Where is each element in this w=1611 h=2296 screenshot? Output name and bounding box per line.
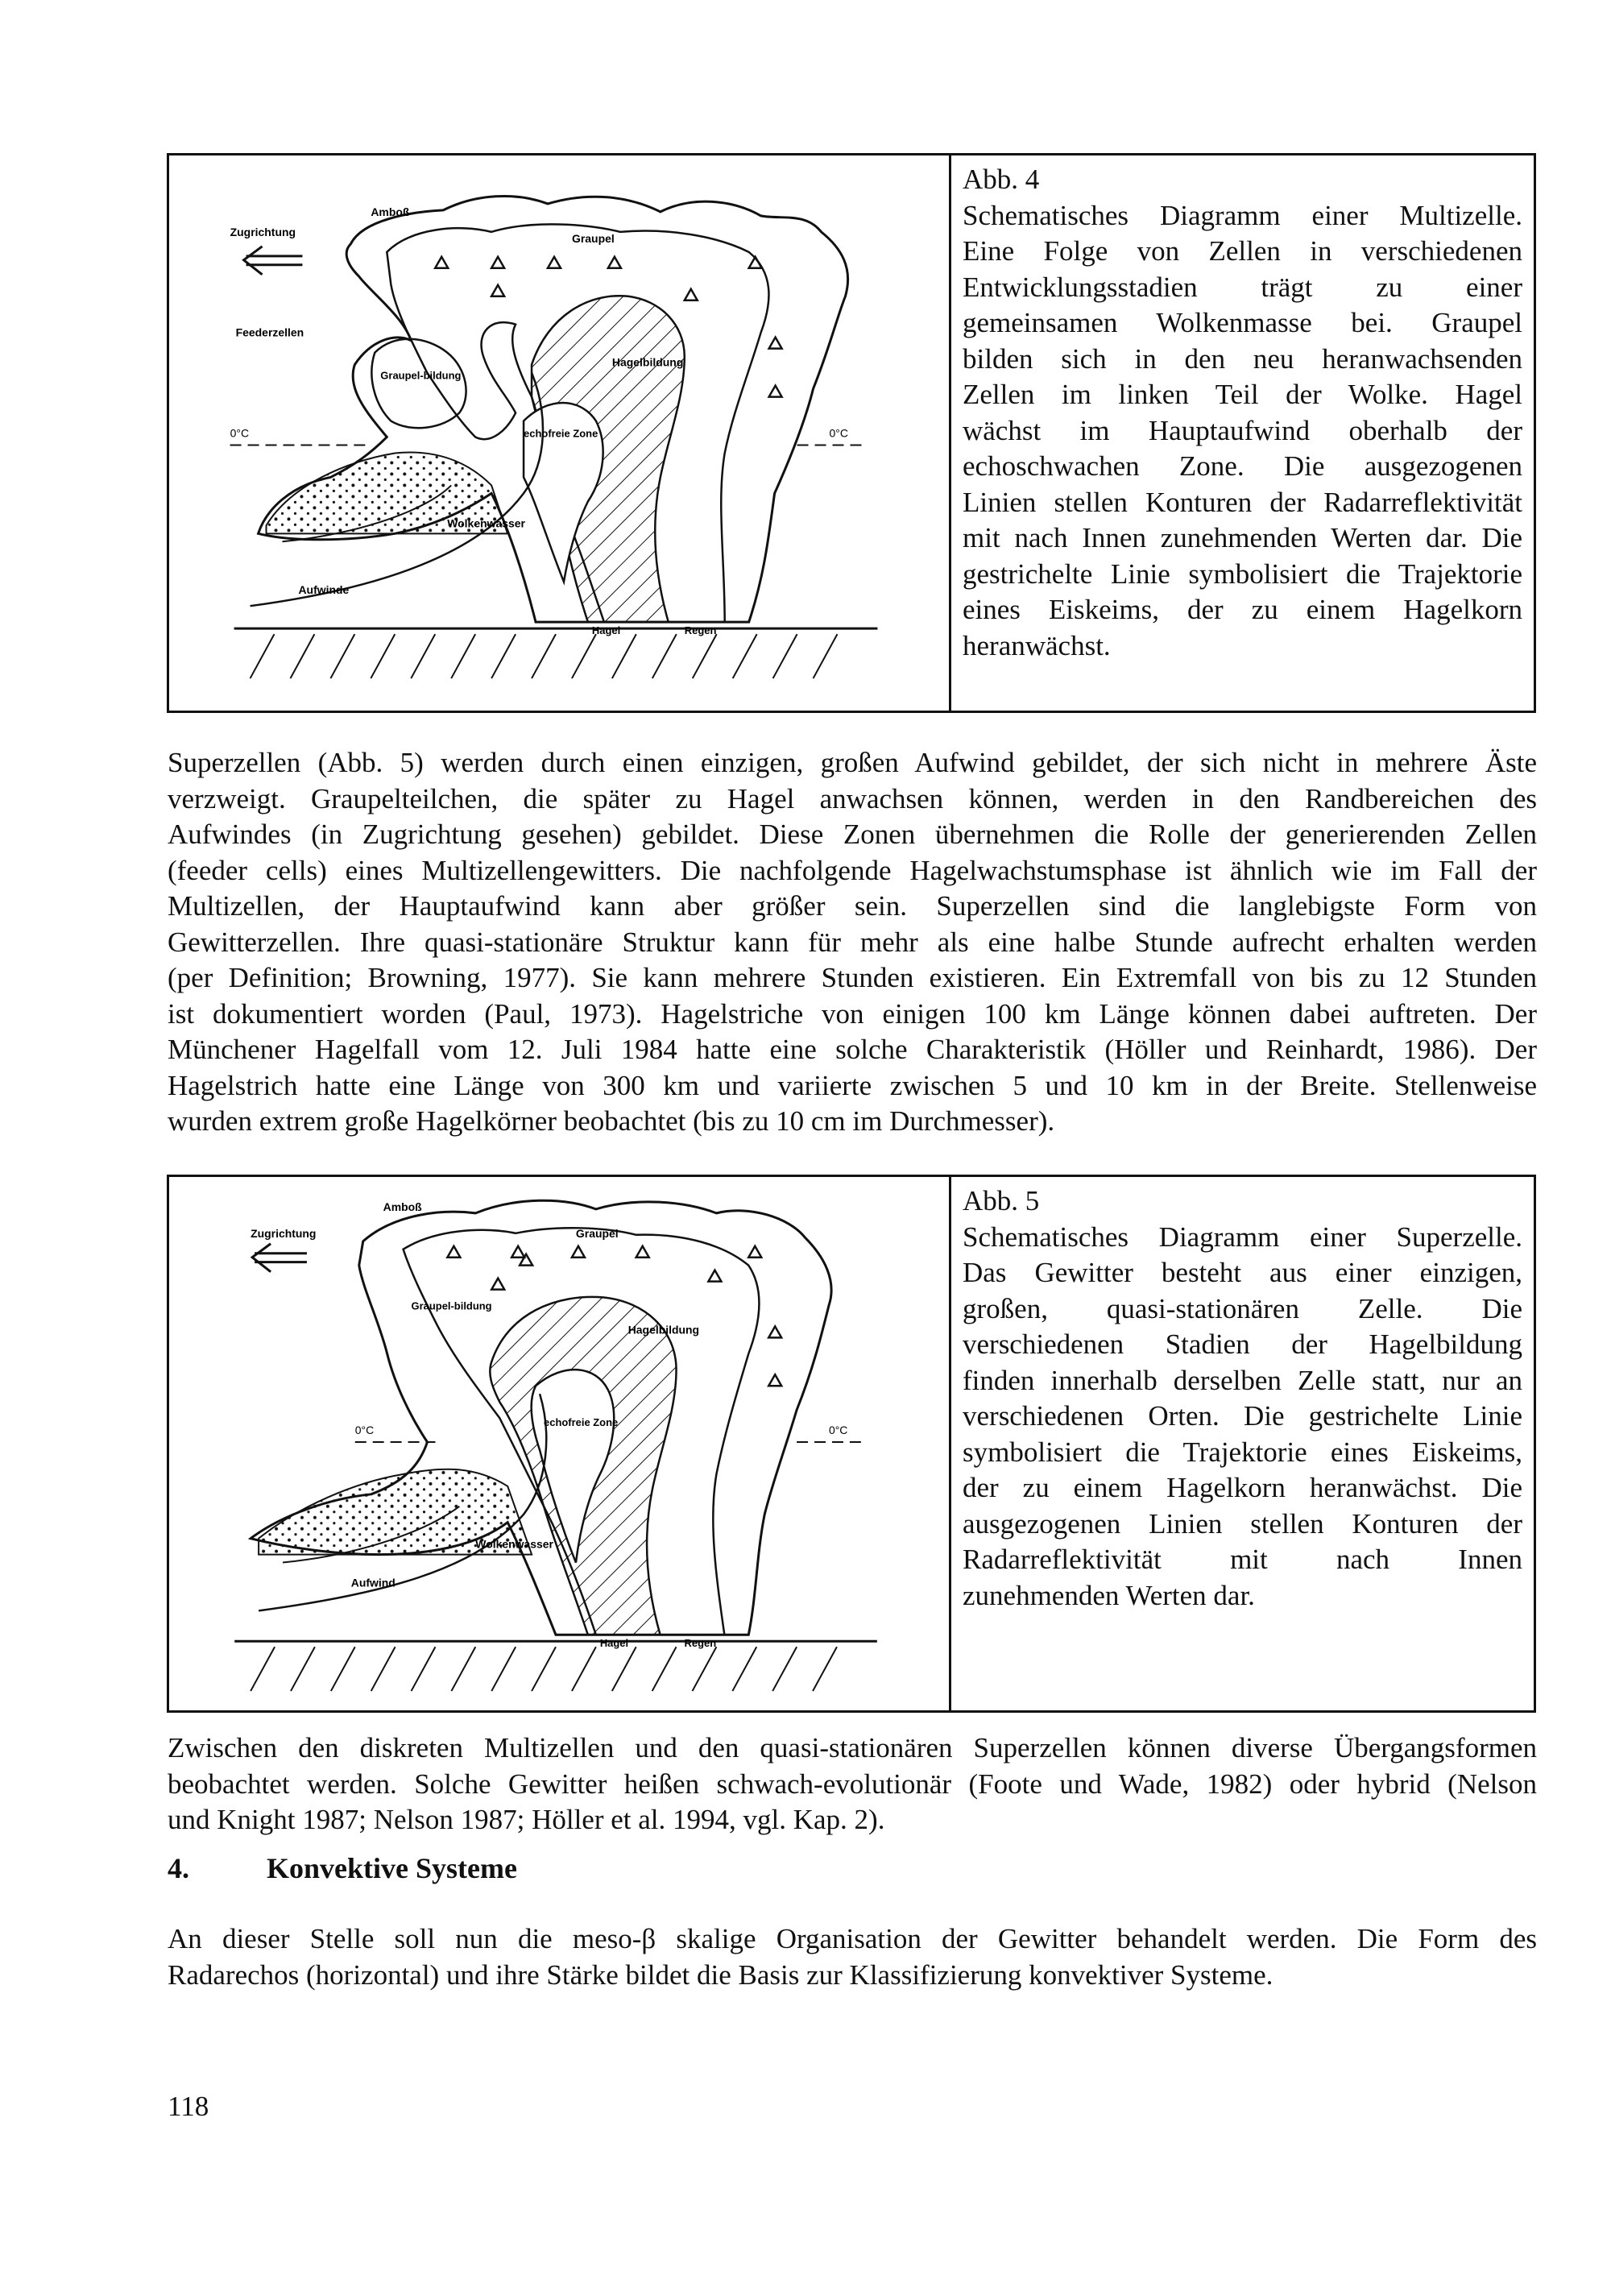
label-regen: Regen	[684, 1637, 717, 1650]
body-paragraph-superzellen	[168, 745, 1537, 1140]
text-line: wurden extrem große Hagelkörner beobachtet (bis zu 10 cm im Durchmesser).	[168, 1105, 1055, 1137]
caption-line: zunehmenden Werten dar.	[963, 1579, 1255, 1611]
caption-line: verschiedenen Orten. Die gestrichelte Linie	[963, 1400, 1522, 1432]
caption-line: bilden sich in den neu heranwachsenden	[963, 342, 1522, 375]
label-graupel: Graupel	[575, 1226, 619, 1240]
label-graupelbildung: Graupel-bildung	[411, 1299, 492, 1312]
caption-line: Eine Folge von Zellen in verschiedenen	[963, 235, 1522, 267]
caption-line: mit nach Innen zunehmenden Werten dar. Die	[963, 522, 1522, 553]
body-paragraph-uebergangsformen	[168, 1730, 1537, 1838]
direction-arrow-icon	[252, 1244, 307, 1272]
multicell-diagram	[169, 155, 949, 711]
feeder-cell	[371, 339, 466, 428]
caption-line: Schematisches Diagramm einer Multizelle.	[963, 199, 1522, 231]
caption-line: finden innerhalb derselben Zelle statt, nur an	[963, 1364, 1522, 1396]
caption-title: Abb. 5	[963, 1185, 1040, 1216]
text-line: Hagelstrich hatte eine Länge von 300 km und variierte zwischen 5 und 10 km in der Breite. Stellenweise	[168, 1069, 1537, 1101]
label-hagel: Hagel	[599, 1637, 629, 1650]
label-amboss: Amboß	[383, 1200, 422, 1213]
text-line: Münchener Hagelfall vom 12. Juli 1984 hatte eine solche Charakteristik (Höller und Reinhardt, 1986). Der	[168, 1034, 1537, 1065]
label-regen: Regen	[684, 624, 717, 637]
body-paragraph-konvektive-systeme	[168, 1921, 1537, 1993]
caption-line: symbolisiert die Trajektorie eines Eiskeims,	[963, 1436, 1522, 1468]
text-line: Radarechos (horizontal) und ihre Stärke bildet die Basis zur Klassifizierung konvektiver Systeme.	[168, 1958, 1273, 1991]
caption-line: ausgezogenen Linien stellen Konturen der	[963, 1507, 1522, 1540]
caption-line: Linien stellen Konturen der Radarreflektivität	[963, 486, 1522, 518]
caption-line: verschiedenen Stadien der Hagelbildung	[963, 1328, 1522, 1360]
label-graupelbildung: Graupel-bildung	[380, 369, 462, 382]
caption-title: Abb. 4	[963, 164, 1040, 195]
label-zero-c-right: 0°C	[828, 1424, 848, 1437]
caption-line: eines Eiskeims, der zu einem Hagelkorn	[963, 594, 1522, 625]
label-hagelbildung: Hagelbildung	[611, 355, 684, 369]
text-line: und Knight 1987; Nelson 1987; Höller et al. 1994, vgl. Kap. 2).	[168, 1804, 885, 1835]
text-line: Zwischen den diskreten Multizellen und den quasi-stationären Superzellen können diverse Übergangsformen	[168, 1732, 1537, 1763]
text-line: Aufwindes (in Zugrichtung gesehen) gebildet. Diese Zonen übernehmen die Rolle der generierenden Zellen	[168, 819, 1537, 850]
text-line: beobachtet werden. Solche Gewitter heißen schwach-evolutionär (Foote und Wade, 1982) oder hybrid (Nelson	[168, 1768, 1537, 1800]
figure-4-caption	[963, 162, 1522, 664]
caption-line: Radarreflektivität mit nach Innen	[963, 1544, 1522, 1575]
label-zugrichtung: Zugrichtung	[230, 225, 296, 238]
label-hagel: Hagel	[591, 624, 621, 637]
figure-5	[167, 1175, 1536, 1713]
text-line: verzweigt. Graupelteilchen, die später zu Hagel anwachsen können, werden in den Randbereichen des	[168, 782, 1537, 814]
ground-hatching	[251, 634, 838, 678]
label-feederzellen: Feederzellen	[235, 325, 304, 339]
text-line: Superzellen (Abb. 5) werden durch einen einzigen, großen Aufwind gebildet, der sich nicht in mehrere Äste	[168, 747, 1537, 778]
text-line: Gewitterzellen. Ihre quasi-stationäre Struktur kann für mehr als eine halbe Stunde aufrecht erhalten werden	[168, 926, 1537, 958]
caption-line: gestrichelte Linie symbolisiert die Trajektorie	[963, 557, 1522, 590]
text-line: Multizellen, der Hauptaufwind kann aber größer sein. Superzellen sind die langlebigste Form von	[168, 890, 1537, 922]
label-amboss: Amboß	[371, 205, 410, 218]
ground-hatching	[251, 1647, 837, 1691]
figure-4	[167, 153, 1536, 713]
label-zero-c-right: 0°C	[829, 426, 848, 440]
page-number: 118	[168, 2091, 209, 2122]
label-aufwind: Aufwind	[350, 1576, 396, 1589]
caption-line: Entwicklungsstadien trägt zu einer	[963, 271, 1522, 303]
caption-line: heranwächst.	[963, 629, 1111, 661]
text-line: An dieser Stelle soll nun die meso-β skalige Organisation der Gewitter behandelt werden. Die Form des	[168, 1923, 1537, 1954]
label-zugrichtung: Zugrichtung	[251, 1226, 317, 1240]
label-hagelbildung: Hagelbildung	[627, 1323, 700, 1337]
label-aufwinde: Aufwinde	[298, 583, 350, 597]
caption-line: Schematisches Diagramm einer Superzelle.	[963, 1221, 1522, 1253]
label-zero-c-left: 0°C	[230, 426, 250, 440]
figure-divider	[949, 155, 951, 711]
label-wolkenwasser: Wolkenwasser	[447, 516, 525, 530]
text-line: (feeder cells) eines Multizellengewitters. Die nachfolgende Hagelwachstumsphase ist ähnlich wie im Fall der	[168, 854, 1537, 886]
caption-line: der zu einem Hagelkorn heranwächst. Die	[963, 1472, 1522, 1503]
label-zero-c-left: 0°C	[354, 1424, 375, 1437]
text-line: ist dokumentiert worden (Paul, 1973). Hagelstriche von einigen 100 km Länge können dabei auftreten. Der	[168, 997, 1537, 1030]
supercell-diagram	[169, 1177, 949, 1710]
text-line: (per Definition; Browning, 1977). Sie kann mehrere Stunden existieren. Ein Extremfall von bis zu 12 Stunden	[168, 962, 1537, 993]
caption-line: wächst im Hauptaufwind oberhalb der	[963, 414, 1522, 446]
caption-line: Zellen im linken Teil der Wolke. Hagel	[963, 379, 1522, 410]
label-graupel: Graupel	[571, 231, 615, 245]
direction-arrow-icon	[244, 247, 303, 275]
caption-line: gemeinsamen Wolkenmasse bei. Graupel	[963, 307, 1522, 338]
caption-line: Das Gewitter besteht aus einer einzigen,	[963, 1257, 1522, 1288]
caption-line: echoschwachen Zone. Die ausgezogenen	[963, 450, 1522, 482]
section-number: 4.	[168, 1852, 189, 1884]
label-wolkenwasser: Wolkenwasser	[475, 1537, 553, 1551]
caption-line: großen, quasi-stationären Zelle. Die	[963, 1292, 1522, 1324]
figure-5-caption	[963, 1183, 1522, 1614]
label-echofreie-zone: echofreie Zone	[524, 427, 598, 440]
label-echofreie-zone: echofreie Zone	[544, 1416, 619, 1429]
figure-divider	[949, 1177, 951, 1710]
section-title: Konvektive Systeme	[267, 1852, 517, 1884]
